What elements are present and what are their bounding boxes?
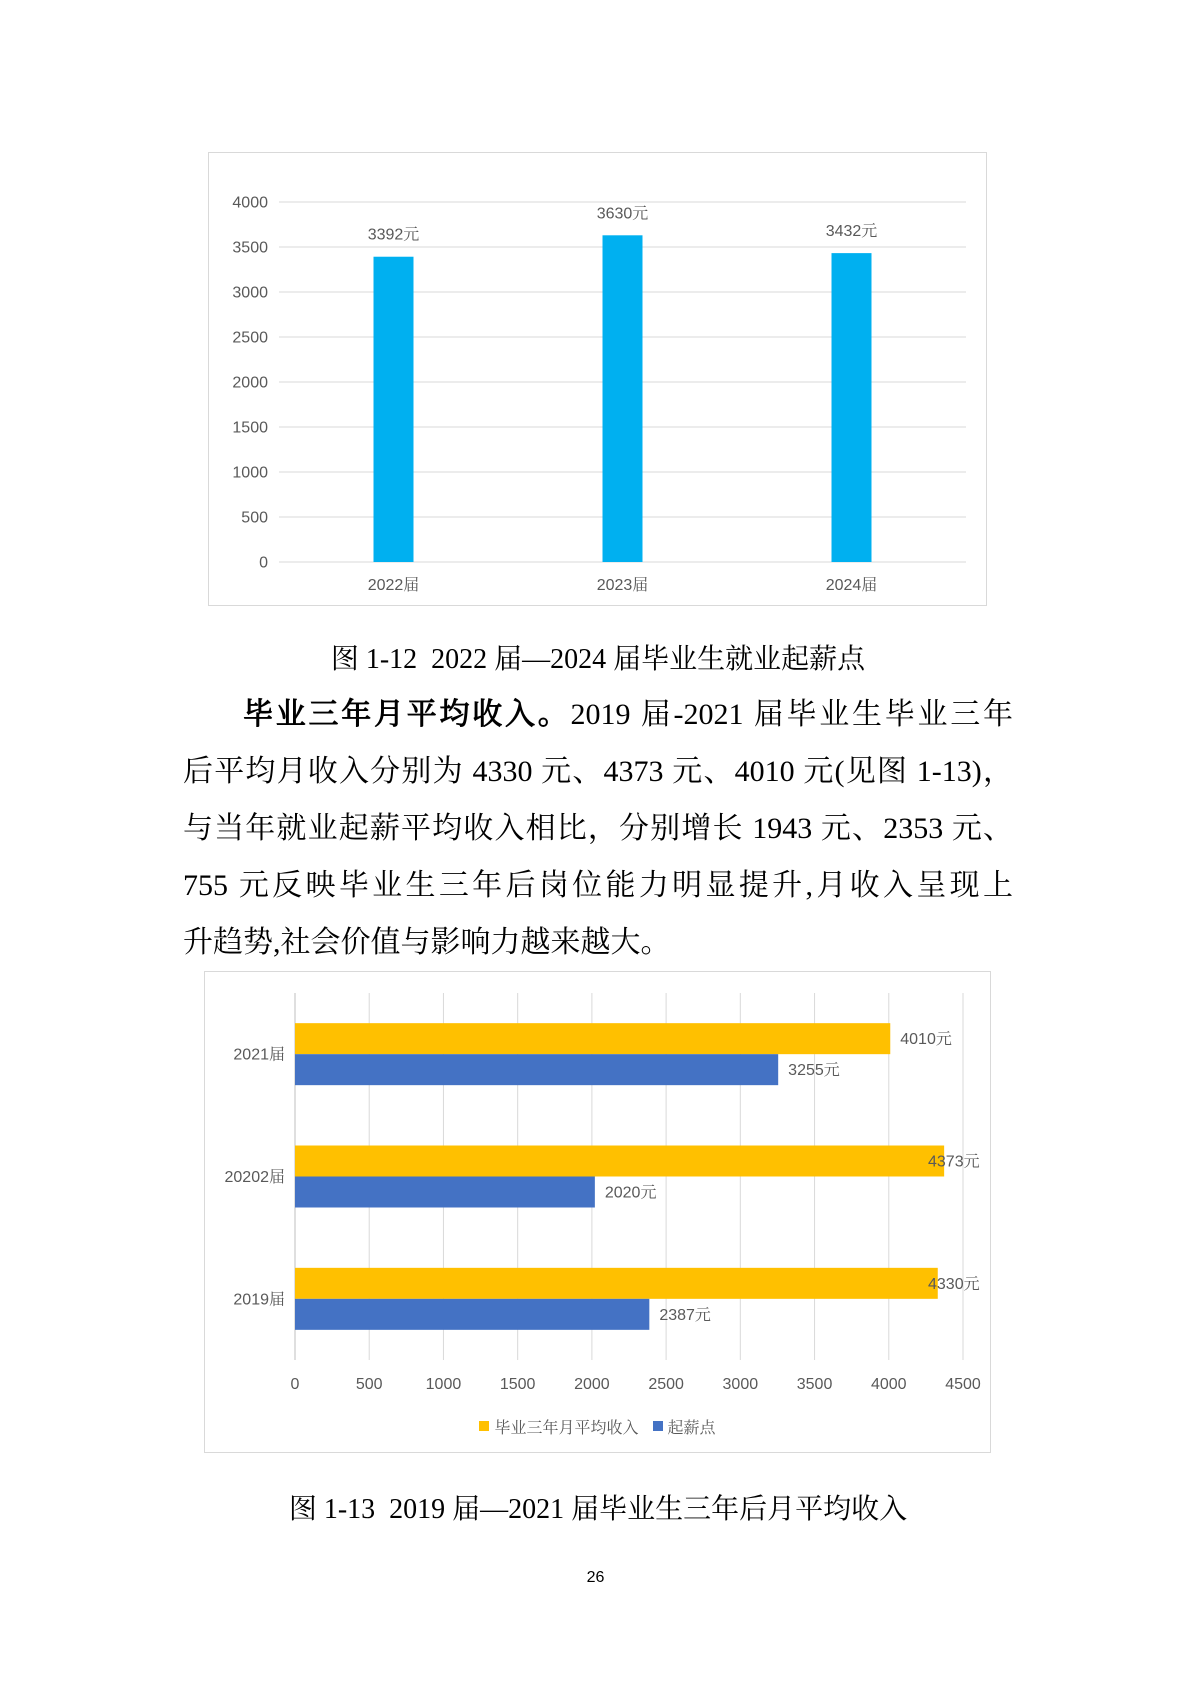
y-category-label: 2021届 [233, 1046, 285, 1064]
chart-bar [295, 1268, 938, 1299]
x-category-label: 2024届 [825, 577, 878, 594]
y-tick-label: 1000 [232, 464, 268, 482]
legend-swatch [653, 1421, 663, 1431]
data-label: 2387元 [659, 1306, 711, 1324]
chart-bar [832, 253, 872, 562]
data-label: 4330元 [928, 1275, 980, 1293]
data-label: 4010元 [900, 1031, 952, 1049]
y-tick-label: 1500 [232, 419, 268, 437]
legend-label: 起薪点 [667, 1419, 716, 1437]
figure-1-12-chart [208, 152, 987, 606]
paragraph-lead-heading: 毕业三年月平均收入。 [243, 697, 571, 732]
y-tick-label: 3500 [232, 239, 268, 257]
paragraph-line: 755 元反映毕业生三年后岗位能力明显提升,月收入呈现上 [183, 869, 1013, 902]
x-tick-label: 3000 [722, 1376, 759, 1393]
chart-bar [603, 235, 643, 562]
chart-bar [295, 1177, 595, 1208]
y-category-label: 2019届 [233, 1291, 285, 1309]
body-paragraph [183, 686, 1013, 971]
paragraph-line: 升趋势,社会价值与影响力越来越大。 [183, 926, 671, 959]
chart-bar [295, 1023, 890, 1054]
paragraph-line: 与当年就业起薪平均收入相比，分别增长 1943 元、2353 元、 [183, 812, 1013, 845]
y-tick-label: 2000 [232, 374, 268, 392]
y-tick-label: 3000 [232, 284, 268, 302]
paragraph-text: 2019 届-2021 届毕业生毕业三年 [570, 698, 1013, 731]
chart-legend [205, 1415, 990, 1437]
x-category-label: 2023届 [596, 577, 649, 594]
data-label: 4373元 [928, 1153, 980, 1171]
y-category-label: 20202届 [224, 1169, 285, 1186]
legend-label: 毕业三年月平均收入 [494, 1419, 639, 1437]
page-number: 26 [586, 1569, 605, 1586]
legend-swatch [479, 1421, 489, 1431]
paragraph-line [183, 686, 1013, 743]
data-label: 3630元 [596, 205, 649, 223]
chart-bar [295, 1146, 944, 1177]
y-tick-label: 500 [241, 509, 268, 527]
x-tick-label: 3500 [796, 1376, 833, 1393]
data-label: 2020元 [604, 1184, 657, 1202]
y-tick-label: 0 [259, 554, 268, 572]
x-tick-label: 0 [290, 1376, 300, 1393]
x-category-label: 2022届 [367, 577, 420, 594]
figure-1-13-plot [205, 972, 990, 1452]
data-label: 3392元 [367, 226, 420, 244]
paragraph-line: 后平均月收入分别为 4330 元、4373 元、4010 元(见图 1-13)， [183, 755, 1013, 788]
data-label: 3432元 [825, 223, 878, 241]
x-tick-label: 4000 [870, 1376, 907, 1393]
x-tick-label: 1500 [499, 1376, 536, 1393]
x-tick-label: 2500 [648, 1376, 684, 1393]
chart-bar [374, 257, 414, 562]
figure-caption: 图 1-13 2019 届—2021 届毕业生三年后月平均收入 [288, 1494, 908, 1525]
x-tick-label: 4500 [945, 1376, 981, 1393]
y-tick-label: 2500 [232, 329, 268, 347]
x-tick-label: 1000 [425, 1376, 462, 1393]
legend-item [479, 1415, 638, 1438]
figure-1-12-plot [209, 153, 986, 605]
y-tick-label: 4000 [232, 194, 268, 212]
figure-caption: 图 1-12 2022 届—2024 届毕业生就业起薪点 [330, 644, 866, 675]
data-label: 3255元 [788, 1062, 840, 1080]
x-tick-label: 2000 [574, 1376, 610, 1393]
figure-1-13-chart [204, 971, 991, 1453]
legend-item [653, 1415, 716, 1438]
x-tick-label: 500 [355, 1376, 383, 1393]
chart-bar [295, 1299, 649, 1330]
chart-bar [295, 1054, 778, 1085]
